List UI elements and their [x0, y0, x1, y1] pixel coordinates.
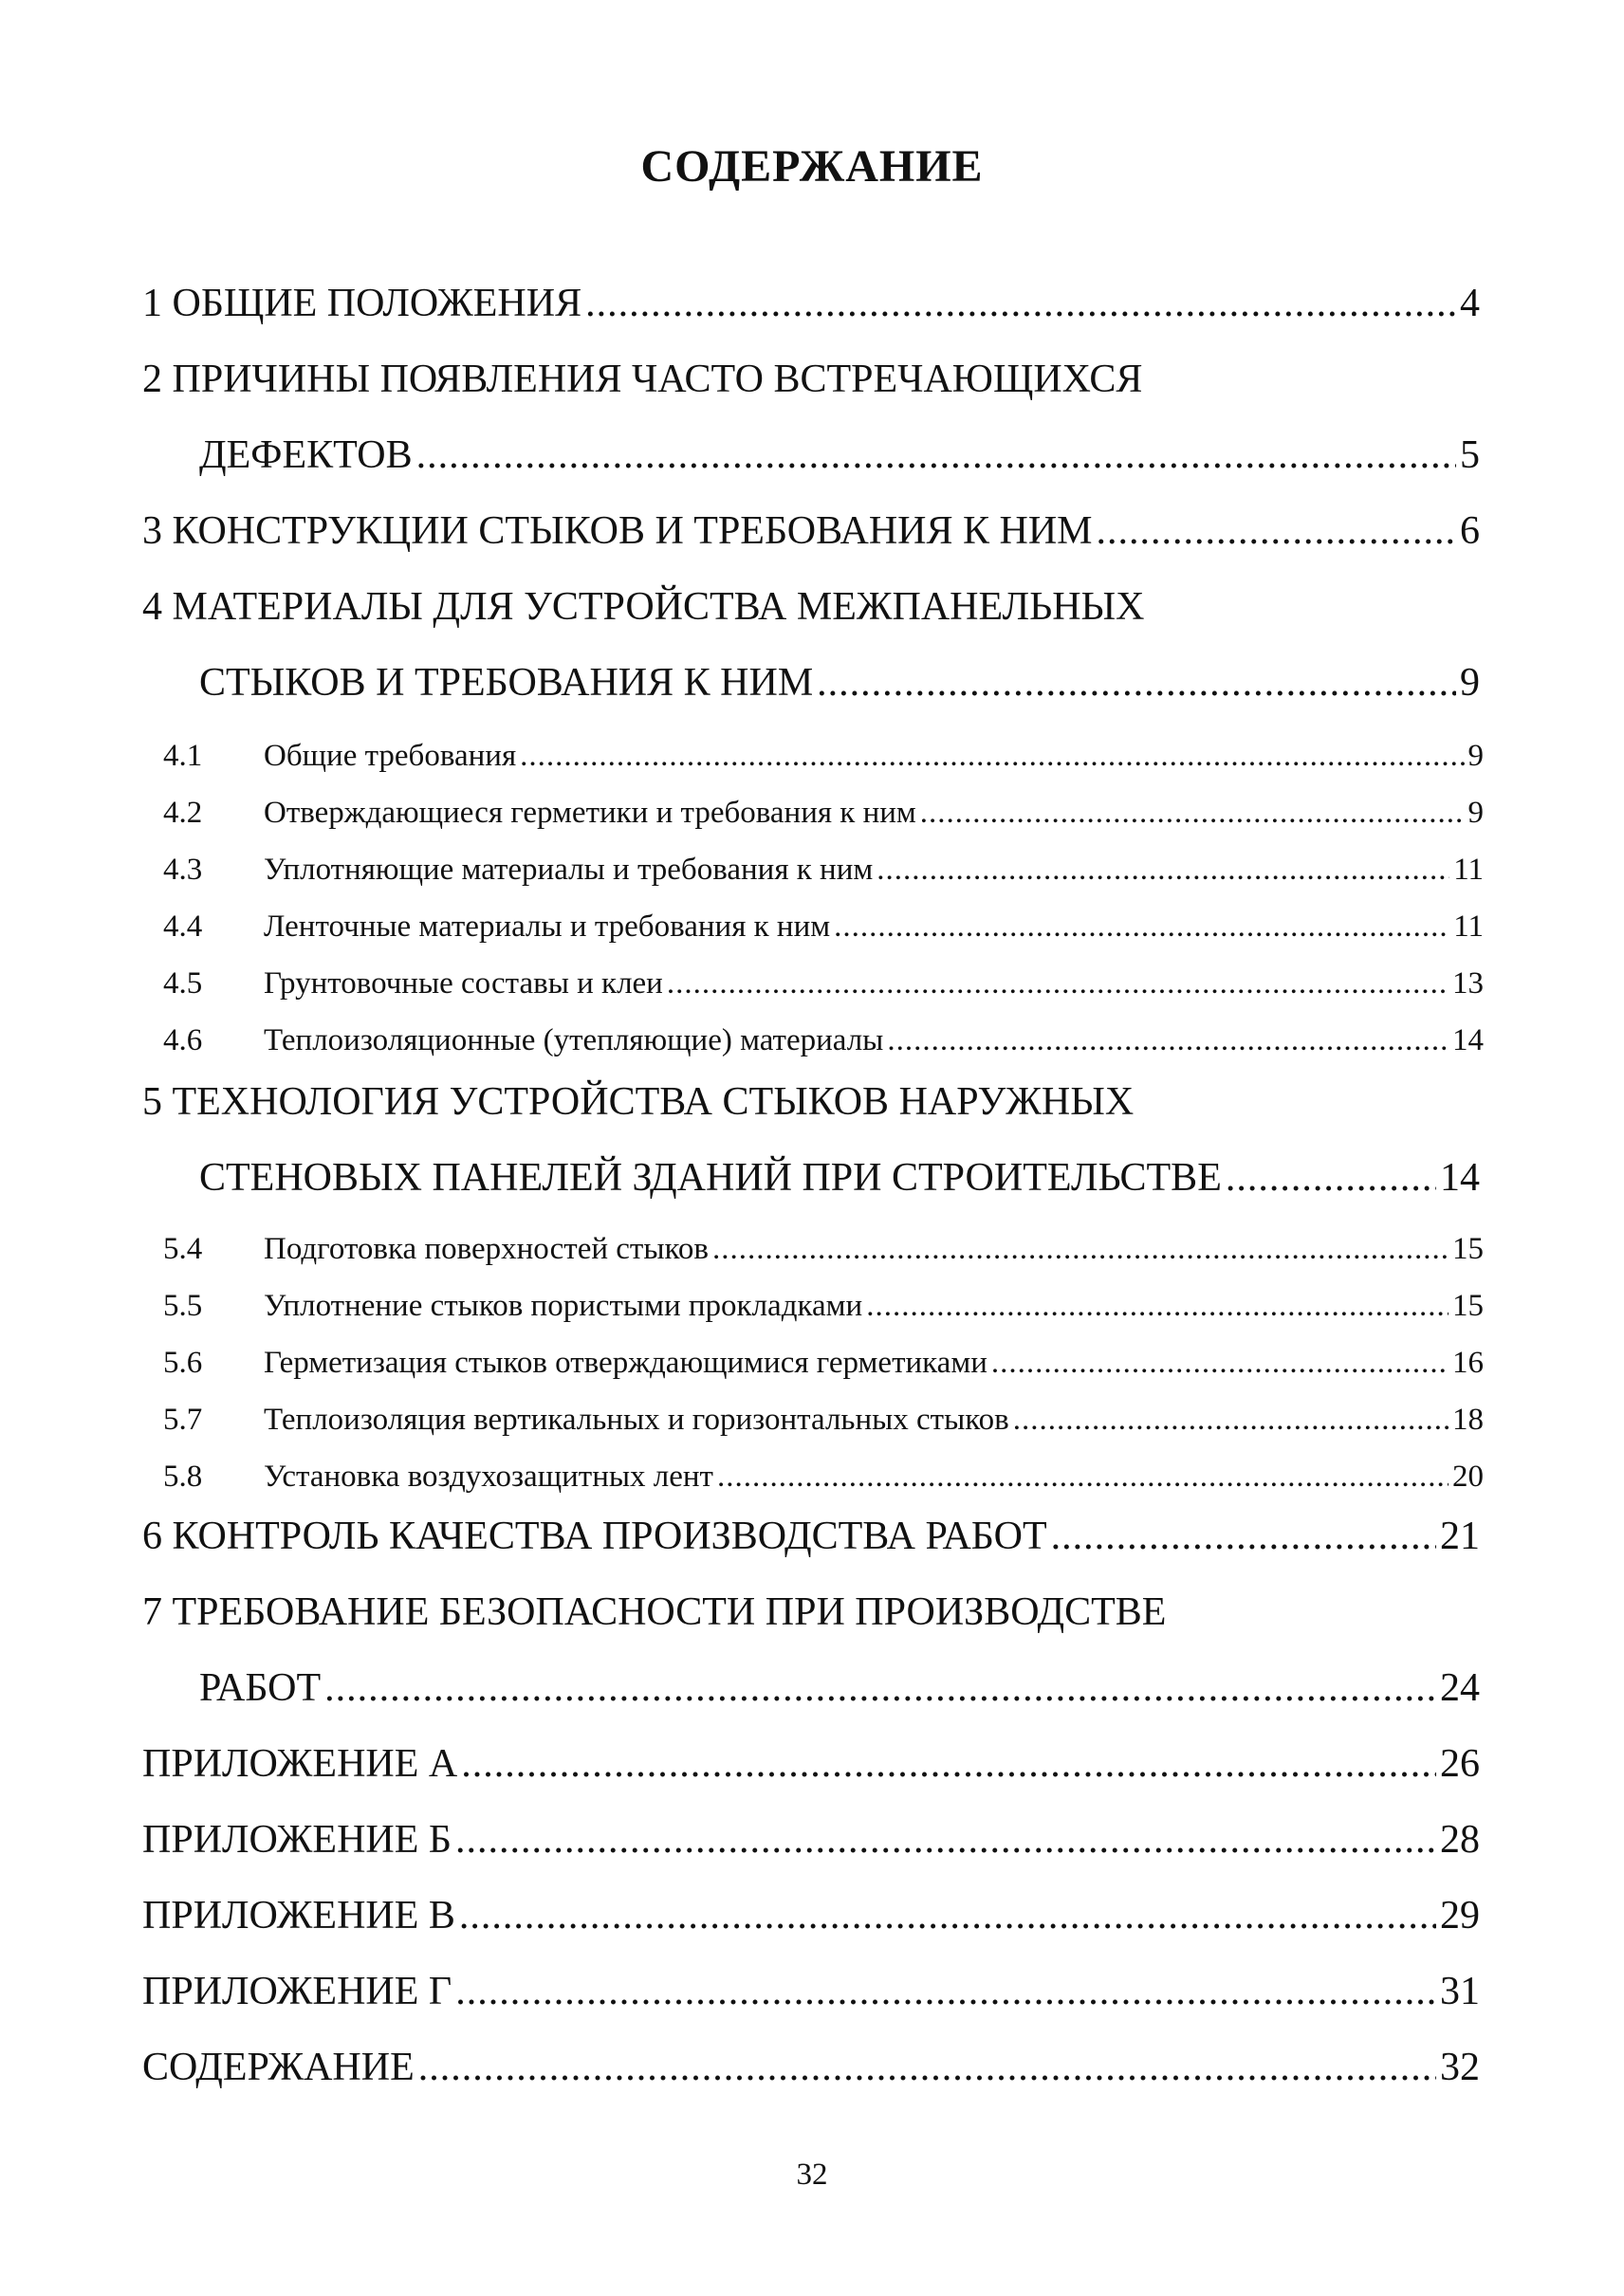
toc-appendix: [142, 1737, 1480, 1791]
toc-entry-1: [142, 277, 1480, 330]
toc-label: 6 КОНТРОЛЬ КАЧЕСТВА ПРОИЗВОДСТВА РАБОТ: [142, 1515, 1047, 1558]
toc-label: Уплотнение стыков пористыми прокладками: [264, 1289, 863, 1323]
toc-page-number: 11: [1453, 853, 1484, 887]
toc-subentry: [163, 1019, 1484, 1062]
toc-entry-3: [142, 505, 1480, 558]
toc-page-number: 14: [1452, 1023, 1484, 1057]
toc-label: ПРИЛОЖЕНИЕ А: [142, 1742, 458, 1786]
toc-subentry-number: 4.5: [163, 966, 203, 1001]
toc-subentry-number: 5.8: [163, 1460, 203, 1494]
toc-page-number: 9: [1460, 661, 1480, 705]
toc-page-number: 11: [1453, 909, 1484, 944]
toc-label: Ленточные материалы и требования к ним: [264, 909, 831, 944]
toc-subentry-number: 5.6: [163, 1346, 203, 1380]
toc-leader: [991, 1341, 1449, 1385]
toc-page-number: 21: [1440, 1515, 1480, 1558]
toc-subentry: [163, 734, 1484, 778]
toc-leader: [817, 656, 1456, 709]
toc-label: Герметизация стыков отверждающимися герметиками: [264, 1346, 987, 1380]
toc-entry-2: [199, 429, 1480, 482]
toc-leader: [461, 1737, 1436, 1791]
toc-page-number: 14: [1440, 1156, 1480, 1200]
toc-label: Подготовка поверхностей стыков: [264, 1232, 709, 1266]
toc-label: ПРИЛОЖЕНИЕ В: [142, 1894, 455, 1938]
toc-label: ДЕФЕКТОВ: [199, 433, 413, 477]
toc-leader: [416, 429, 1456, 482]
toc-leader: [1051, 1510, 1436, 1563]
toc-page-number: 18: [1452, 1403, 1484, 1437]
toc-leader: [834, 905, 1449, 948]
toc-label: РАБОТ: [199, 1666, 322, 1710]
toc-leader: [459, 1889, 1436, 1942]
toc-entry-6: [142, 1510, 1480, 1563]
toc-leader: [667, 962, 1449, 1005]
page-title: СОДЕРЖАНИЕ: [640, 141, 984, 192]
toc-label: Грунтовочные составы и клеи: [264, 966, 663, 1001]
toc-entry-4: [199, 656, 1480, 709]
toc-entry-7-line1: 7 ТРЕБОВАНИЕ БЕЗОПАСНОСТИ ПРИ ПРОИЗВОДСТВЕ: [142, 1590, 1167, 1634]
toc-entry-5: [199, 1151, 1480, 1204]
toc-label: Теплоизоляция вертикальных и горизонтальных стыков: [264, 1403, 1009, 1437]
toc-leader: [717, 1455, 1449, 1498]
toc-label: Теплоизоляционные (утепляющие) материалы: [264, 1023, 884, 1057]
toc-leader: [887, 1019, 1449, 1062]
toc-appendix: [142, 1889, 1480, 1942]
toc-page-number: 20: [1452, 1460, 1484, 1494]
toc-page-number: 32: [1440, 2046, 1480, 2089]
toc-page-number: 29: [1440, 1894, 1480, 1938]
toc-page-number: 5: [1460, 433, 1480, 477]
toc-entry-7: [199, 1662, 1480, 1715]
toc-subentry: [163, 1284, 1484, 1328]
toc-page-number: 15: [1452, 1289, 1484, 1323]
toc-label: СТЫКОВ И ТРЕБОВАНИЯ К НИМ: [199, 661, 814, 705]
toc-subentry-number: 4.3: [163, 853, 203, 887]
toc-label: СТЕНОВЫХ ПАНЕЛЕЙ ЗДАНИЙ ПРИ СТРОИТЕЛЬСТВЕ: [199, 1156, 1222, 1200]
toc-leader: [866, 1284, 1449, 1328]
toc-page-number: 15: [1452, 1232, 1484, 1266]
toc-label: ПРИЛОЖЕНИЕ Б: [142, 1818, 452, 1862]
page-number: 32: [796, 2158, 828, 2192]
toc-leader: [455, 1965, 1436, 2018]
toc-appendix: [142, 1813, 1480, 1866]
toc-label: 3 КОНСТРУКЦИИ СТЫКОВ И ТРЕБОВАНИЯ К НИМ: [142, 509, 1093, 553]
toc-leader: [877, 848, 1449, 891]
toc-label: Отверждающиеся герметики и требования к ним: [264, 796, 916, 830]
toc-subentry: [163, 791, 1484, 835]
toc-leader: [1013, 1398, 1449, 1442]
toc-subentry-number: 4.2: [163, 796, 203, 830]
toc-page-number: 13: [1452, 966, 1484, 1001]
toc-subentry: [163, 1341, 1484, 1385]
toc-subentry-number: 4.1: [163, 739, 203, 773]
toc-label: Установка воздухозащитных лент: [264, 1460, 713, 1494]
toc-label: Уплотняющие материалы и требования к ним: [264, 853, 874, 887]
toc-leader: [1097, 505, 1456, 558]
toc-page-number: 6: [1460, 509, 1480, 553]
toc-entry-5-line1: 5 ТЕХНОЛОГИЯ УСТРОЙСТВА СТЫКОВ НАРУЖНЫХ: [142, 1080, 1135, 1124]
toc-label: 1 ОБЩИЕ ПОЛОЖЕНИЯ: [142, 282, 582, 325]
toc-page-number: 9: [1467, 796, 1484, 830]
toc-leader: [324, 1662, 1436, 1715]
toc-page-number: 9: [1467, 739, 1484, 773]
toc-subentry-number: 5.7: [163, 1403, 203, 1437]
toc-leader: [585, 277, 1456, 330]
toc-subentry: [163, 1398, 1484, 1442]
toc-subentry-number: 5.4: [163, 1232, 203, 1266]
toc-leader: [520, 734, 1464, 778]
toc-page-number: 24: [1440, 1666, 1480, 1710]
toc-leader: [712, 1227, 1449, 1271]
toc-label: СОДЕРЖАНИЕ: [142, 2046, 415, 2089]
toc-leader: [1226, 1151, 1436, 1204]
toc-subentry-number: 5.5: [163, 1289, 203, 1323]
toc-subentry: [163, 962, 1484, 1005]
toc-leader: [920, 791, 1465, 835]
toc-leader: [455, 1813, 1436, 1866]
toc-leader: [418, 2041, 1436, 2094]
toc-subentry: [163, 848, 1484, 891]
toc-subentry: [163, 905, 1484, 948]
toc-subentry-number: 4.4: [163, 909, 203, 944]
toc-label: ПРИЛОЖЕНИЕ Г: [142, 1970, 452, 2013]
toc-subentry: [163, 1227, 1484, 1271]
toc-page-number: 31: [1440, 1970, 1480, 2013]
toc-page-number: 4: [1460, 282, 1480, 325]
toc-subentry-number: 4.6: [163, 1023, 203, 1057]
toc-page-number: 26: [1440, 1742, 1480, 1786]
toc-page-number: 28: [1440, 1818, 1480, 1862]
toc-entry-4-line1: 4 МАТЕРИАЛЫ ДЛЯ УСТРОЙСТВА МЕЖПАНЕЛЬНЫХ: [142, 585, 1145, 629]
toc-appendix: [142, 2041, 1480, 2094]
toc-appendix: [142, 1965, 1480, 2018]
toc-subentry: [163, 1455, 1484, 1498]
toc-entry-2-line1: 2 ПРИЧИНЫ ПОЯВЛЕНИЯ ЧАСТО ВСТРЕЧАЮЩИХСЯ: [142, 358, 1143, 401]
toc-label: Общие требования: [264, 739, 517, 773]
toc-page-number: 16: [1452, 1346, 1484, 1380]
